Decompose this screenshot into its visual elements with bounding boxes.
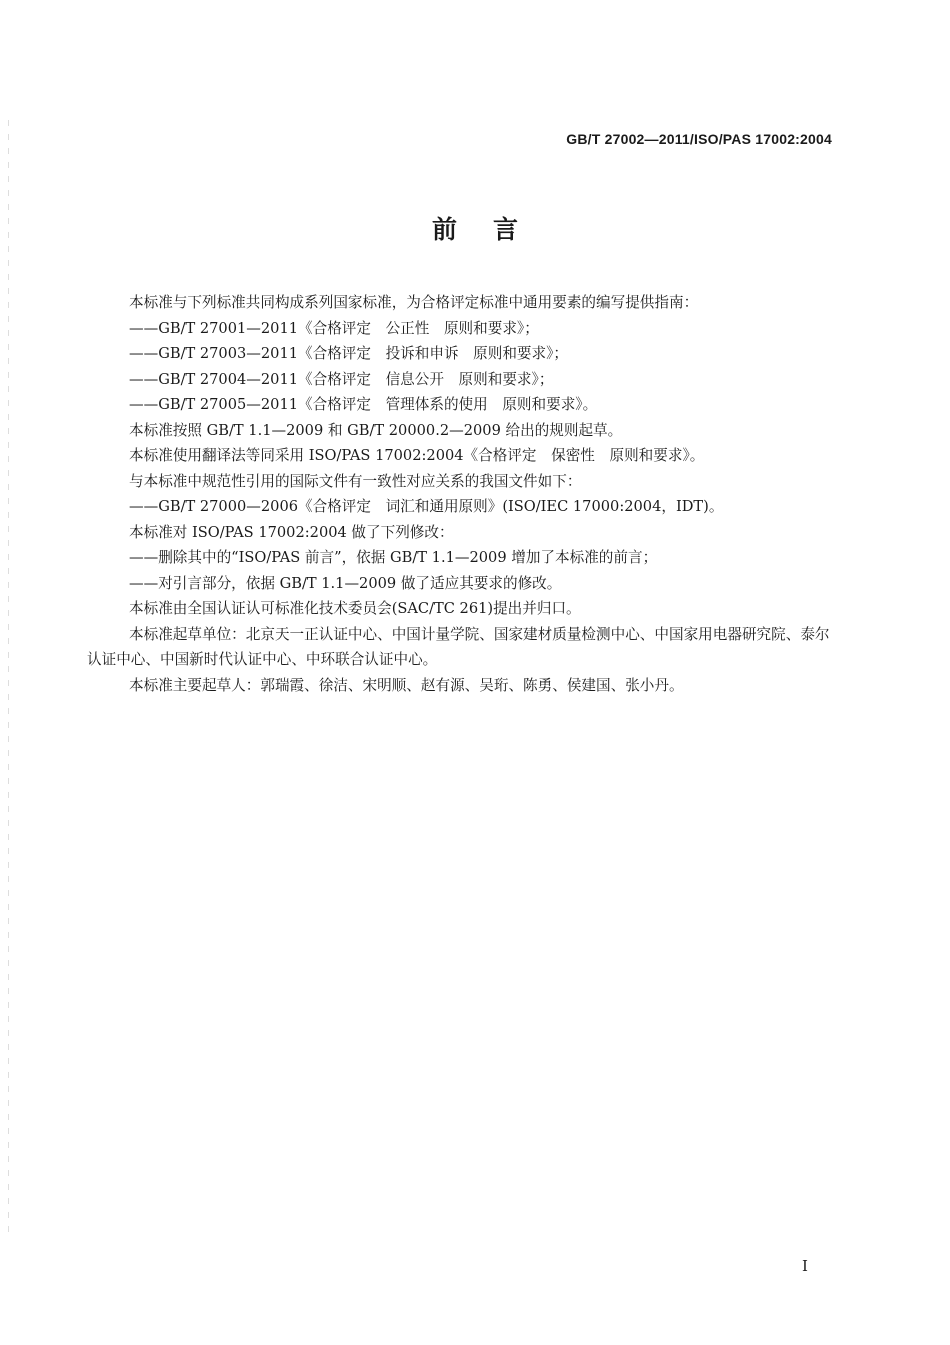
list-item-gbt27001: ——GB/T 27001—2011《合格评定 公正性 原则和要求》；: [129, 319, 539, 337]
foreword-body: [87, 290, 837, 698]
paragraph-proposer: 本标准由全国认证认可标准化技术委员会(SAC/TC 261)提出并归口。: [129, 600, 581, 617]
list-item-gbt27004: ——GB/T 27004—2011《合格评定 信息公开 原则和要求》；: [129, 370, 554, 388]
paragraph-intro: 本标准与下列标准共同构成系列国家标准，为合格评定标准中通用要素的编写提供指南：: [129, 294, 699, 311]
page-title: 前言: [431, 215, 554, 244]
paragraph-corresponding-docs: 与本标准中规范性引用的国际文件有一致性对应关系的我国文件如下：: [129, 472, 582, 490]
list-item-modification-2: ——对引言部分，依据 GB/T 1.1—2009 做了适应其要求的修改。: [129, 574, 562, 592]
paragraph-drafters: 本标准主要起草人：郭瑞霞、徐洁、宋明顺、赵有源、吴珩、陈勇、侯建国、张小丹。: [129, 676, 684, 694]
page-number: I: [802, 1257, 808, 1275]
paragraph-modifications: 本标准对 ISO/PAS 17002:2004 做了下列修改：: [129, 523, 454, 541]
list-item-gbt27000: ——GB/T 27000—2006《合格评定 词汇和通用原则》(ISO/IEC 17000:2004，IDT)。: [129, 498, 724, 515]
list-item-gbt27003: ——GB/T 27003—2011《合格评定 投诉和申诉 原则和要求》；: [129, 345, 569, 362]
paragraph-drafting-rules: 本标准按照 GB/T 1.1—2009 和 GB/T 20000.2—2009 给出的规则起草。: [129, 421, 623, 439]
standard-code-header: GB/T 27002—2011/ISO/PAS 17002:2004: [566, 131, 832, 147]
paragraph-drafting-units: 本标准起草单位：北京天一正认证中心、中国计量学院、国家建材质量检测中心、中国家用电器研究院、泰尔认证中心、中国新时代认证中心、中环联合认证中心。: [87, 625, 830, 668]
scan-edge-artifact: [8, 120, 9, 1240]
list-item-gbt27005: ——GB/T 27005—2011《合格评定 管理体系的使用 原则和要求》。: [129, 396, 598, 413]
list-item-modification-1: ——删除其中的“ISO/PAS 前言”，依据 GB/T 1.1—2009 增加了本标准的前言；: [129, 549, 658, 566]
paragraph-adoption: 本标准使用翻译法等同采用 ISO/PAS 17002:2004《合格评定 保密性 原则和要求》。: [129, 447, 705, 464]
